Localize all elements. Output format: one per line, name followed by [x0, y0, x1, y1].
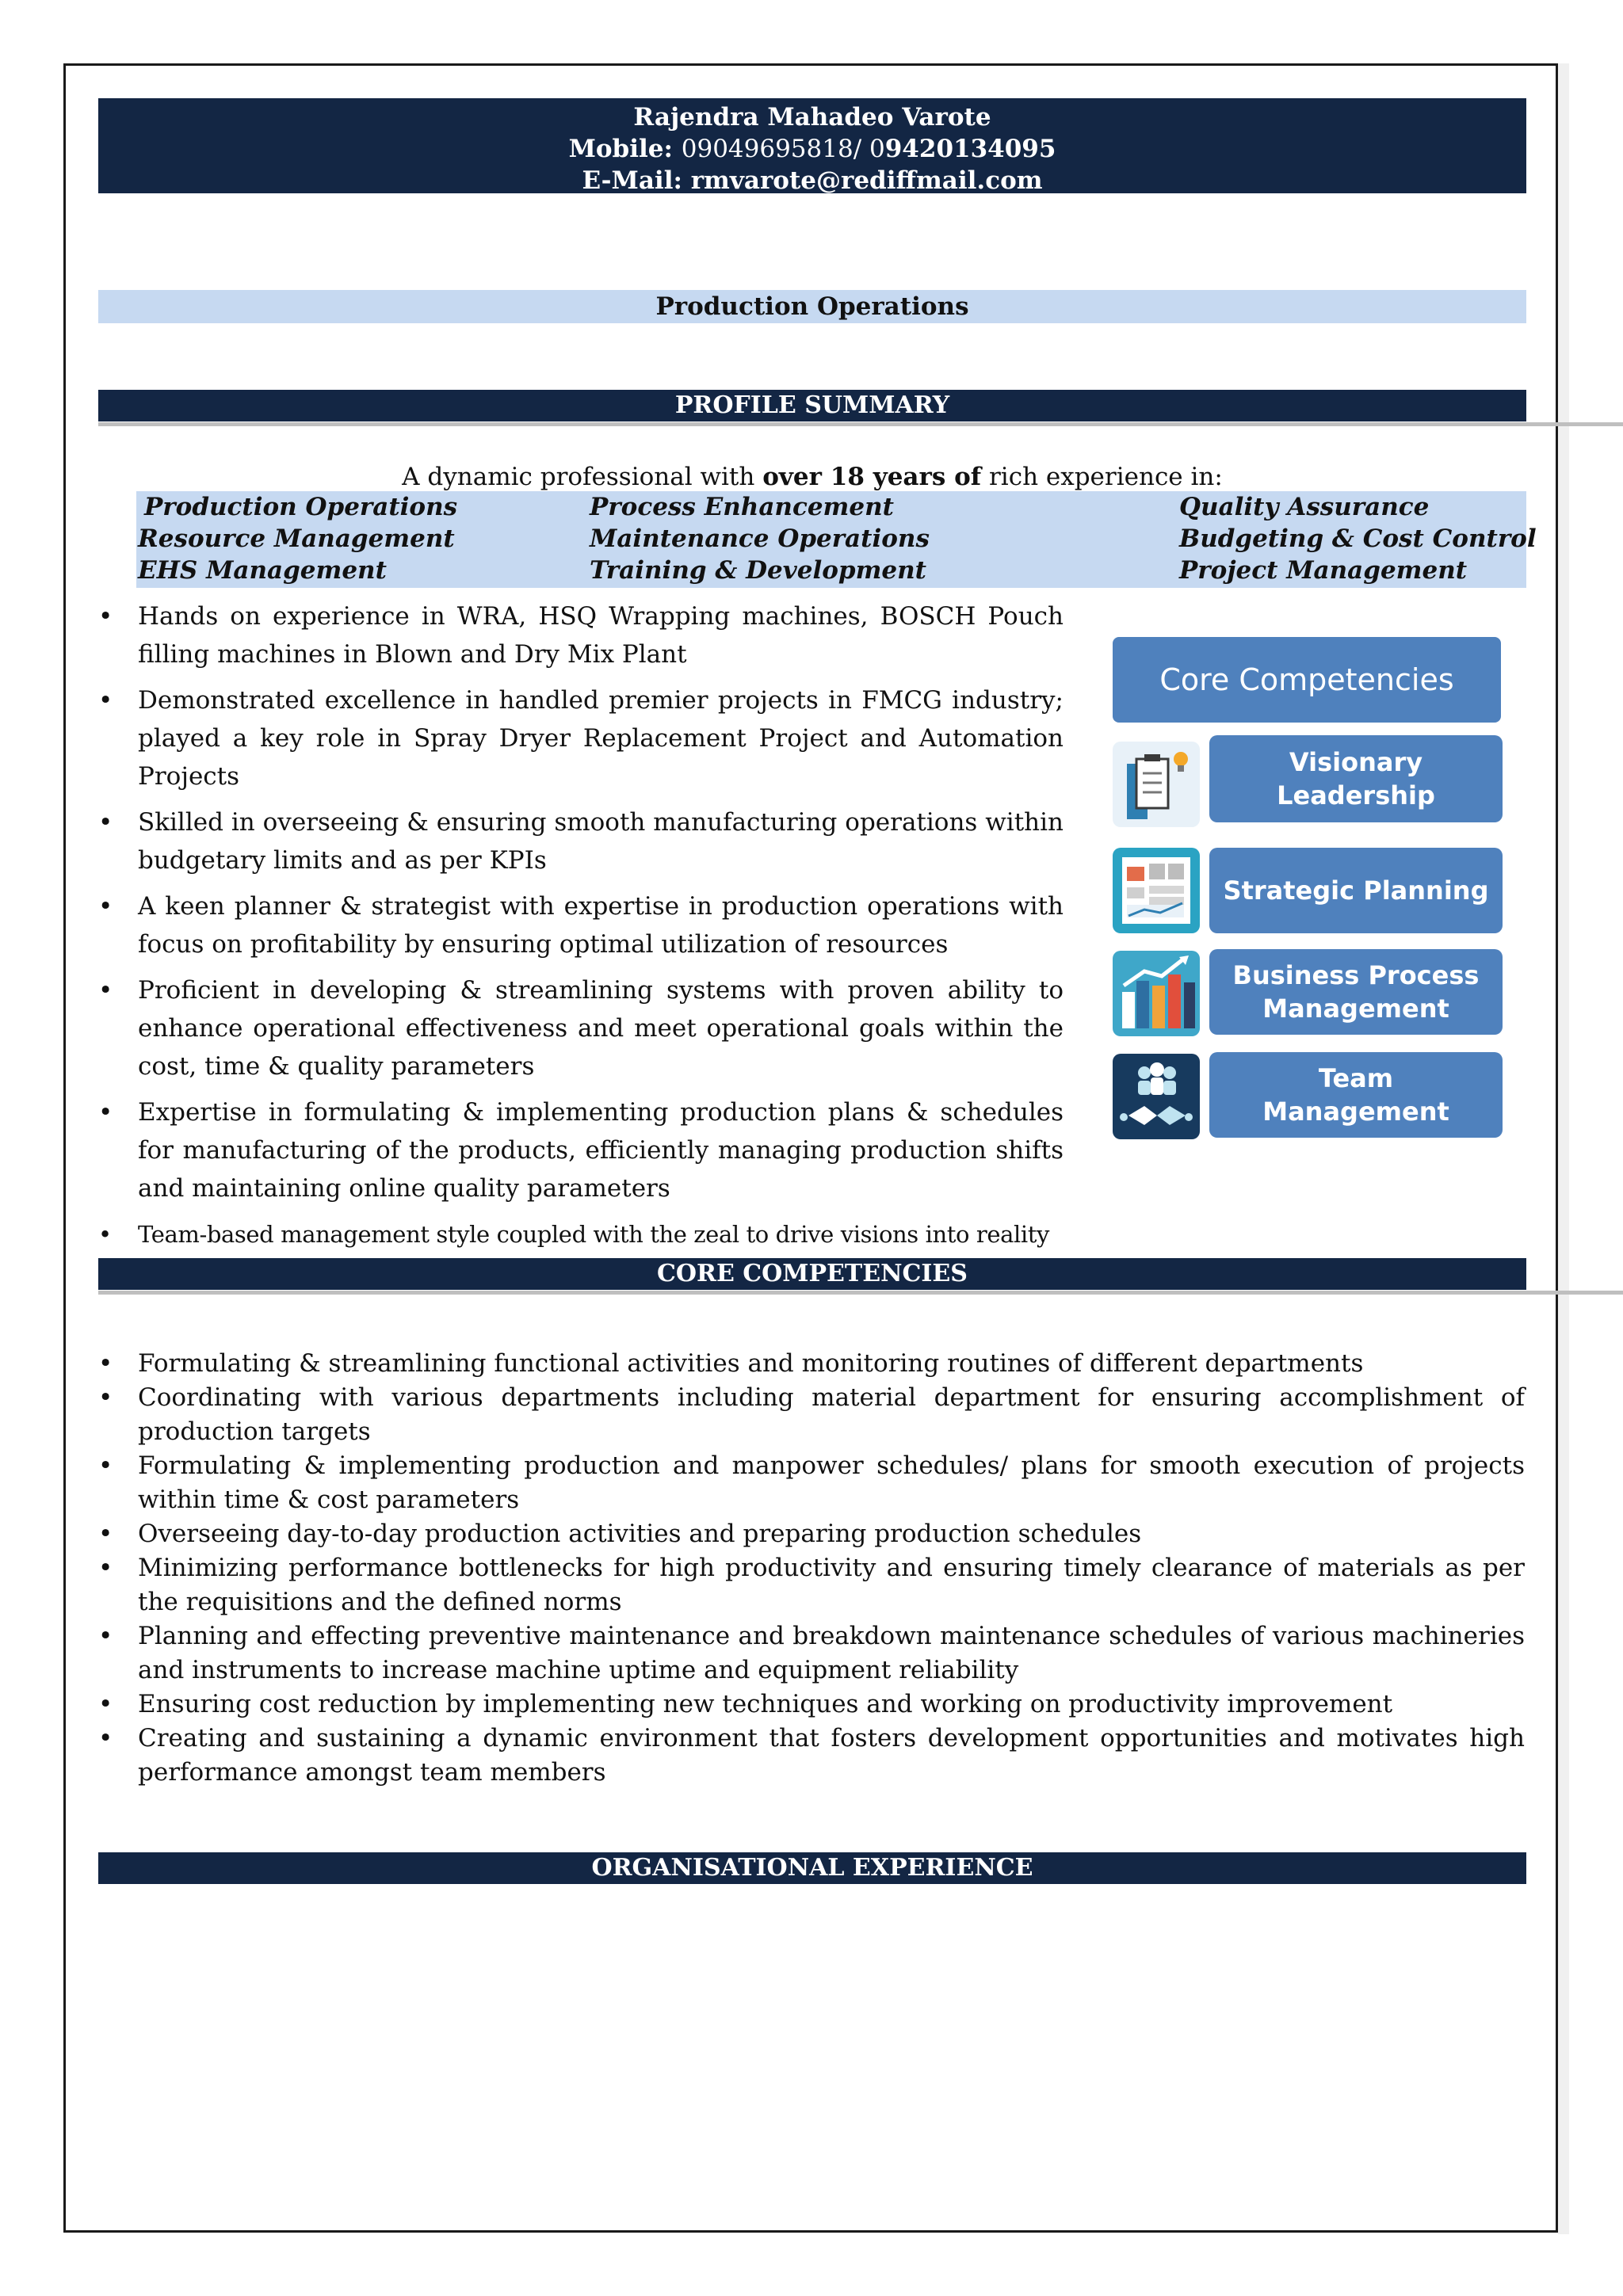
email-label: E-Mail:: [582, 166, 682, 195]
skill-item: Maintenance Operations: [590, 524, 930, 553]
skill-item: Process Enhancement: [590, 493, 894, 521]
mobile-label: Mobile:: [568, 135, 673, 163]
section-profile-summary: PROFILE SUMMARY: [98, 390, 1526, 421]
skill-item: Budgeting & Cost Control: [1179, 524, 1537, 553]
list-item: • Overseeing day-to-day production activities and preparing production schedules: [98, 1517, 1525, 1551]
list-item: • Minimizing performance bottlenecks for high productivity and ensuring timely clearance of materials as per the requisitions and the defined norms: [98, 1551, 1525, 1619]
skill-item: Production Operations: [144, 493, 458, 521]
list-item: • Skilled in overseeing & ensuring smooth manufacturing operations within budgetary limits and as per KPIs: [98, 803, 1064, 879]
list-item: • A keen planner & strategist with expertise in production operations with focus on profitability by ensuring optimal utilization of resources: [98, 887, 1064, 963]
mobile-number-2: 9420134095: [884, 135, 1056, 163]
resume-title: Production Operations: [98, 290, 1526, 323]
skill-item: Quality Assurance: [1179, 493, 1430, 521]
intro-highlight: over 18 years of: [762, 463, 982, 491]
candidate-name: Rajendra Mahadeo Varote: [633, 103, 991, 132]
intro-suffix: rich experience in:: [988, 463, 1223, 491]
competency-business-process-management: Business Process Management: [1209, 949, 1503, 1035]
skill-item: EHS Management: [138, 556, 387, 585]
mobile-line: [98, 133, 1526, 165]
core-competencies-heading: Core Competencies: [1113, 637, 1501, 723]
email-address[interactable]: rmvarote@rediffmail.com: [690, 166, 1043, 195]
competency-strategic-planning: Strategic Planning: [1209, 848, 1503, 933]
list-item: • Formulating & implementing production and manpower schedules/ plans for smooth execution of projects within time & cost parameters: [98, 1449, 1525, 1517]
competency-visionary-leadership: Visionary Leadership: [1209, 735, 1503, 822]
team-handshake-icon: [1113, 1054, 1200, 1139]
page-shadow: [1558, 63, 1569, 2234]
list-item: • Expertise in formulating & implementing production plans & schedules for manufacturing of the products, efficiently managing production shifts and maintaining online quality parameters: [98, 1093, 1064, 1207]
list-item: • Planning and effecting preventive maintenance and breakdown maintenance schedules of various machineries and instruments to increase machine uptime and equipment reliability: [98, 1619, 1525, 1688]
mobile-number-1: 09049695818/ 0: [681, 135, 885, 163]
planning-board-icon: [1113, 848, 1200, 933]
section-rule: [98, 422, 1623, 426]
skill-item: Resource Management: [138, 524, 455, 553]
intro-line: [98, 460, 1526, 494]
list-item: • Formulating & streamlining functional activities and monitoring routines of different departments: [98, 1347, 1525, 1381]
email-line: [98, 165, 1526, 196]
skill-item: Project Management: [1179, 556, 1468, 585]
list-item: • Coordinating with various departments including material department for ensuring accomplishment of production targets: [98, 1381, 1525, 1449]
list-item: • Creating and sustaining a dynamic environment that fosters development opportunities and motivates high performance amongst team members: [98, 1722, 1525, 1790]
clipboard-idea-icon: [1113, 742, 1200, 827]
list-item: • Hands on experience in WRA, HSQ Wrapping machines, BOSCH Pouch filling machines in Blown and Dry Mix Plant: [98, 597, 1064, 673]
list-item: • Ensuring cost reduction by implementing new techniques and working on productivity improvement: [98, 1688, 1525, 1722]
core-competencies-list: [98, 1347, 1525, 1790]
list-item: • Demonstrated excellence in handled premier projects in FMCG industry; played a key role in Spray Dryer Replacement Project and Automation Projects: [98, 681, 1064, 795]
growth-chart-binders-icon: [1113, 951, 1200, 1036]
skills-grid: [136, 491, 1537, 588]
list-item: • Team-based management style coupled with the zeal to drive visions into reality: [98, 1215, 1064, 1253]
profile-summary-list: [98, 597, 1064, 1261]
competency-team-management: Team Management: [1209, 1052, 1503, 1138]
skill-item: Training & Development: [590, 556, 926, 585]
section-organisational-experience: ORGANISATIONAL EXPERIENCE: [98, 1852, 1526, 1884]
section-rule: [98, 1291, 1623, 1295]
list-item: • Proficient in developing & streamlining systems with proven ability to enhance operational effectiveness and meet operational goals within the cost, time & quality parameters: [98, 971, 1064, 1085]
intro-prefix: A dynamic professional with: [402, 463, 755, 491]
section-core-competencies: CORE COMPETENCIES: [98, 1258, 1526, 1290]
contact-header: [98, 98, 1526, 193]
core-competencies-graphic: [1109, 634, 1506, 1141]
